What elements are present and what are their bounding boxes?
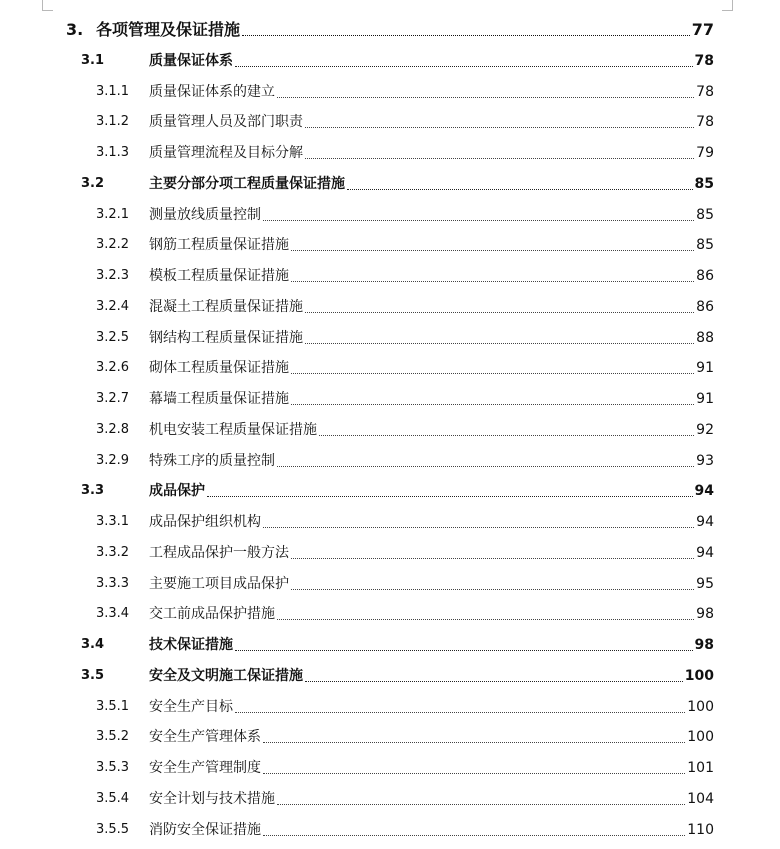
toc-dot-leader bbox=[291, 250, 694, 251]
toc-entry-page-number: 85 bbox=[696, 237, 714, 254]
toc-entry-title[interactable]: 质量保证体系的建立 bbox=[149, 83, 275, 100]
toc-entry-number: 3.2.1 bbox=[96, 206, 130, 222]
toc-entry-line bbox=[149, 80, 714, 104]
toc-entry-title[interactable]: 安全生产管理制度 bbox=[149, 760, 261, 776]
toc-dot-leader bbox=[235, 650, 693, 651]
toc-entry-line bbox=[149, 818, 714, 842]
toc-entry-title[interactable]: 特殊工序的质量控制 bbox=[149, 452, 275, 469]
toc-entry-number: 3.3.4 bbox=[96, 606, 130, 622]
toc-entry[interactable] bbox=[0, 295, 780, 319]
toc-entry-line bbox=[149, 110, 714, 134]
toc-entry-title[interactable]: 各项管理及保证措施 bbox=[96, 20, 241, 39]
toc-dot-leader bbox=[242, 35, 690, 36]
toc-entry-line bbox=[149, 756, 714, 780]
toc-entry-page-number: 100 bbox=[687, 729, 714, 746]
toc-entry[interactable] bbox=[0, 479, 780, 503]
toc-entry-title[interactable]: 工程成品保护一般方法 bbox=[149, 544, 289, 561]
toc-entry-title[interactable]: 安全及文明施工保证措施 bbox=[149, 667, 303, 684]
toc-entry-page-number: 95 bbox=[696, 575, 714, 592]
toc-entry-number: 3.5.3 bbox=[96, 760, 130, 775]
toc-entry-line bbox=[149, 387, 714, 411]
toc-entry-number: 3.2 bbox=[81, 175, 105, 191]
toc-entry[interactable] bbox=[0, 418, 780, 442]
toc-entry-title[interactable]: 质量管理人员及部门职责 bbox=[149, 114, 303, 131]
toc-entry-line bbox=[149, 633, 714, 657]
toc-entry-page-number: 93 bbox=[696, 452, 714, 469]
toc-entry[interactable] bbox=[0, 633, 780, 657]
toc-entry-line bbox=[96, 18, 714, 42]
toc-entry-number: 3.5 bbox=[81, 667, 105, 683]
toc-dot-leader bbox=[319, 435, 694, 436]
toc-entry-number: 3.2.4 bbox=[96, 298, 130, 314]
toc-entry-title[interactable]: 技术保证措施 bbox=[149, 637, 233, 653]
toc-dot-leader bbox=[291, 589, 694, 590]
toc-entry[interactable] bbox=[0, 725, 780, 749]
toc-entry-number: 3.3.1 bbox=[96, 514, 130, 529]
toc-entry-number: 3.1 bbox=[81, 52, 105, 68]
toc-entry-page-number: 78 bbox=[696, 83, 714, 100]
toc-entry[interactable] bbox=[0, 141, 780, 165]
toc-entry-line bbox=[149, 141, 714, 165]
toc-entry-page-number: 94 bbox=[694, 483, 714, 500]
toc-entry-number: 3.5.4 bbox=[96, 790, 130, 806]
toc-entry-page-number: 85 bbox=[694, 175, 714, 192]
toc-entry[interactable] bbox=[0, 110, 780, 134]
toc-entry-title[interactable]: 成品保护 bbox=[149, 483, 205, 500]
toc-entry-title[interactable]: 机电安装工程质量保证措施 bbox=[149, 421, 317, 438]
toc-entry[interactable] bbox=[0, 541, 780, 565]
toc-entry-title[interactable]: 质量管理流程及目标分解 bbox=[149, 145, 303, 161]
toc-dot-leader bbox=[263, 773, 685, 774]
toc-entry-page-number: 101 bbox=[687, 760, 714, 776]
toc-entry[interactable] bbox=[0, 356, 780, 380]
toc-dot-leader bbox=[277, 619, 694, 620]
toc-dot-leader bbox=[291, 373, 694, 374]
toc-entry[interactable] bbox=[0, 756, 780, 780]
toc-entry-page-number: 98 bbox=[696, 606, 714, 623]
toc-entry-line bbox=[149, 49, 714, 73]
toc-entry-page-number: 78 bbox=[696, 114, 714, 131]
toc-entry-line bbox=[149, 479, 714, 503]
toc-dot-leader bbox=[263, 835, 685, 836]
toc-entry-line bbox=[149, 449, 714, 473]
toc-dot-leader bbox=[347, 189, 693, 190]
toc-entry-number: 3.2.8 bbox=[96, 421, 130, 437]
toc-entry-number: 3.2.7 bbox=[96, 391, 130, 406]
toc-entry-title[interactable]: 幕墙工程质量保证措施 bbox=[149, 391, 289, 407]
toc-entry-page-number: 94 bbox=[696, 514, 714, 530]
toc-entry-page-number: 100 bbox=[687, 698, 714, 715]
toc-entry[interactable] bbox=[0, 264, 780, 288]
toc-entry-page-number: 79 bbox=[696, 145, 714, 161]
toc-dot-leader bbox=[263, 742, 685, 743]
toc-entry-page-number: 86 bbox=[696, 268, 714, 284]
toc-entry[interactable] bbox=[0, 172, 780, 196]
toc-entry-number: 3.5.2 bbox=[96, 729, 130, 745]
toc-entry-page-number: 91 bbox=[696, 360, 714, 377]
toc-entry-page-number: 110 bbox=[687, 821, 714, 838]
toc-entry-number: 3.5.1 bbox=[96, 698, 130, 714]
toc-dot-leader bbox=[277, 466, 694, 467]
toc-entry[interactable] bbox=[0, 18, 780, 42]
page-corner-mark-left bbox=[42, 0, 53, 11]
toc-entry-number: 3.2.2 bbox=[96, 237, 130, 253]
toc-entry-page-number: 98 bbox=[694, 637, 714, 653]
toc-entry-number: 3.2.3 bbox=[96, 268, 130, 283]
toc-entry-line bbox=[149, 695, 714, 719]
toc-entry-line bbox=[149, 787, 714, 811]
toc-entry-line bbox=[149, 264, 714, 288]
toc-entry-number: 3.2.6 bbox=[96, 360, 130, 376]
toc-entry[interactable] bbox=[0, 387, 780, 411]
toc-entry-page-number: 77 bbox=[691, 20, 714, 39]
toc-entry-number: 3. bbox=[66, 20, 84, 39]
toc-entry-line bbox=[149, 233, 714, 257]
page-corner-mark-right bbox=[722, 0, 733, 11]
toc-entry[interactable] bbox=[0, 695, 780, 719]
toc-entry[interactable] bbox=[0, 572, 780, 596]
toc-entry-title[interactable]: 安全计划与技术措施 bbox=[149, 790, 275, 807]
toc-entry-page-number: 91 bbox=[696, 391, 714, 407]
toc-entry-title[interactable]: 钢筋工程质量保证措施 bbox=[149, 237, 289, 254]
toc-entry-title[interactable]: 主要施工项目成品保护 bbox=[149, 575, 289, 592]
toc-entry-title[interactable]: 砌体工程质量保证措施 bbox=[149, 360, 289, 377]
toc-entry-title[interactable]: 混凝土工程质量保证措施 bbox=[149, 298, 303, 315]
toc-entry-page-number: 86 bbox=[696, 298, 714, 315]
toc-entry-title[interactable]: 成品保护组织机构 bbox=[149, 514, 261, 530]
toc-dot-leader bbox=[291, 281, 694, 282]
toc-entry-line bbox=[149, 295, 714, 319]
toc-entry-title[interactable]: 消防安全保证措施 bbox=[149, 821, 261, 838]
toc-entry-number: 3.3 bbox=[81, 483, 105, 499]
toc-dot-leader bbox=[235, 712, 685, 713]
toc-entry-line bbox=[149, 664, 714, 688]
toc-dot-leader bbox=[207, 496, 693, 497]
toc-dot-leader bbox=[277, 804, 685, 805]
toc-entry[interactable] bbox=[0, 233, 780, 257]
toc-entry-line bbox=[149, 418, 714, 442]
toc-entry-title[interactable]: 测量放线质量控制 bbox=[149, 206, 261, 223]
toc-entry-page-number: 94 bbox=[696, 544, 714, 561]
toc-entry-page-number: 92 bbox=[696, 421, 714, 438]
toc-entry-number: 3.1.1 bbox=[96, 83, 130, 99]
toc-dot-leader bbox=[291, 558, 694, 559]
toc-entry-number: 3.4 bbox=[81, 637, 105, 652]
toc-entry-line bbox=[149, 602, 714, 626]
toc-entry-line bbox=[149, 572, 714, 596]
toc-entry-line bbox=[149, 356, 714, 380]
toc-entry[interactable] bbox=[0, 818, 780, 842]
toc-entry[interactable] bbox=[0, 49, 780, 73]
toc-entry-title[interactable]: 模板工程质量保证措施 bbox=[149, 268, 289, 284]
toc-entry-number: 3.2.5 bbox=[96, 329, 130, 345]
toc-entry-number: 3.2.9 bbox=[96, 452, 130, 468]
toc-dot-leader bbox=[263, 220, 694, 221]
toc-entry-page-number: 88 bbox=[696, 329, 714, 346]
toc-entry-line bbox=[149, 326, 714, 350]
toc-entry[interactable] bbox=[0, 449, 780, 473]
toc-entry-title[interactable]: 主要分部分项工程质量保证措施 bbox=[149, 175, 345, 192]
toc-entry-title[interactable]: 质量保证体系 bbox=[149, 52, 233, 69]
toc-entry-number: 3.3.3 bbox=[96, 575, 130, 591]
toc-entry-number: 3.1.2 bbox=[96, 114, 130, 130]
toc-entry-line bbox=[149, 541, 714, 565]
toc-entry-line bbox=[149, 172, 714, 196]
toc-dot-leader bbox=[305, 681, 683, 682]
toc-dot-leader bbox=[277, 97, 694, 98]
toc-entry-line bbox=[149, 725, 714, 749]
toc-dot-leader bbox=[305, 158, 694, 159]
toc-entry-number: 3.5.5 bbox=[96, 821, 130, 837]
toc-entry[interactable] bbox=[0, 326, 780, 350]
toc-entry[interactable] bbox=[0, 664, 780, 688]
toc-entry-line bbox=[149, 203, 714, 227]
toc-entry-page-number: 78 bbox=[694, 52, 714, 69]
toc-entry-title[interactable]: 安全生产管理体系 bbox=[149, 729, 261, 746]
toc-entry[interactable] bbox=[0, 510, 780, 534]
toc-entry-title[interactable]: 交工前成品保护措施 bbox=[149, 606, 275, 623]
toc-entry-number: 3.3.2 bbox=[96, 544, 130, 560]
toc-entry[interactable] bbox=[0, 602, 780, 626]
toc-dot-leader bbox=[305, 312, 694, 313]
toc-entry-page-number: 100 bbox=[684, 667, 714, 684]
toc-entry-page-number: 104 bbox=[687, 790, 714, 807]
toc-entry[interactable] bbox=[0, 203, 780, 227]
toc-entry-title[interactable]: 安全生产目标 bbox=[149, 698, 233, 715]
toc-dot-leader bbox=[305, 343, 694, 344]
toc-entry[interactable] bbox=[0, 80, 780, 104]
toc-entry-title[interactable]: 钢结构工程质量保证措施 bbox=[149, 329, 303, 346]
toc-entry-page-number: 85 bbox=[696, 206, 714, 223]
toc-dot-leader bbox=[235, 66, 693, 67]
toc-dot-leader bbox=[291, 404, 694, 405]
toc-dot-leader bbox=[305, 127, 694, 128]
toc-dot-leader bbox=[263, 527, 694, 528]
toc-entry-number: 3.1.3 bbox=[96, 145, 130, 160]
toc-entry-line bbox=[149, 510, 714, 534]
toc-entry[interactable] bbox=[0, 787, 780, 811]
